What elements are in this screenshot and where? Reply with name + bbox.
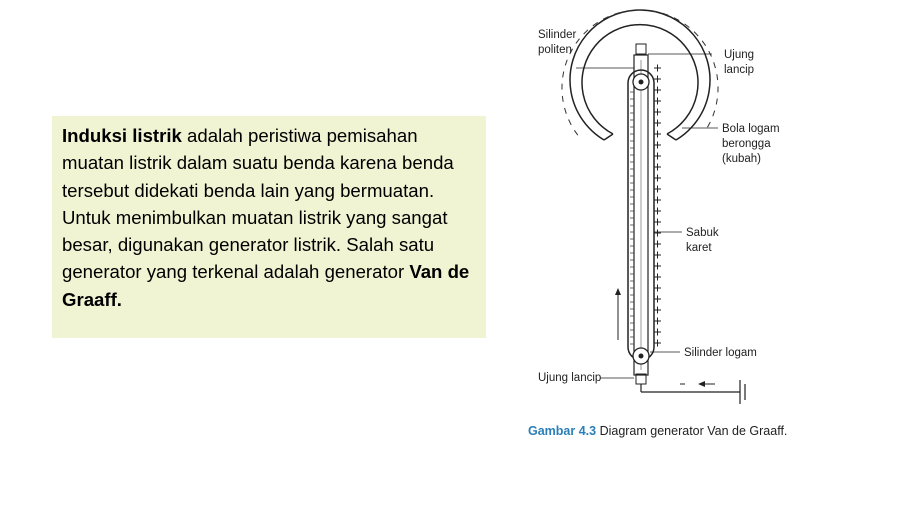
term-induksi-listrik: Induksi listrik <box>62 125 182 146</box>
generator-text: Untuk menimbulkan muatan listrik yang sangat besar, digunakan generator listrik. Salah satu generator yang terkenal adalah generator <box>62 206 448 283</box>
label-silinder-politen: Silinder politen <box>538 29 577 56</box>
label-sabuk-karet: Sabuk karet <box>686 227 719 254</box>
label-silinder-logam: Silinder logam <box>684 347 757 359</box>
definition-textbox <box>52 116 486 338</box>
label-ujung-lancip-bottom: Ujung lancip <box>538 372 602 384</box>
caption-text: Diagram generator Van de Graaff. <box>596 424 788 438</box>
label-bola-logam: Bola logam berongga (kubah) <box>722 123 780 165</box>
definition-paragraph <box>62 122 478 313</box>
caption-number: Gambar 4.3 <box>528 424 597 438</box>
figure-caption <box>528 424 787 438</box>
definition-text: adalah peristiwa pemisahan muatan listrik dalam suatu benda karena benda tersebut didekati benda lain yang bermuatan. <box>62 125 454 201</box>
term-van-de-graaff: Van de Graaff. <box>62 261 470 310</box>
label-ujung-lancip-top: Ujung lancip <box>724 49 755 76</box>
